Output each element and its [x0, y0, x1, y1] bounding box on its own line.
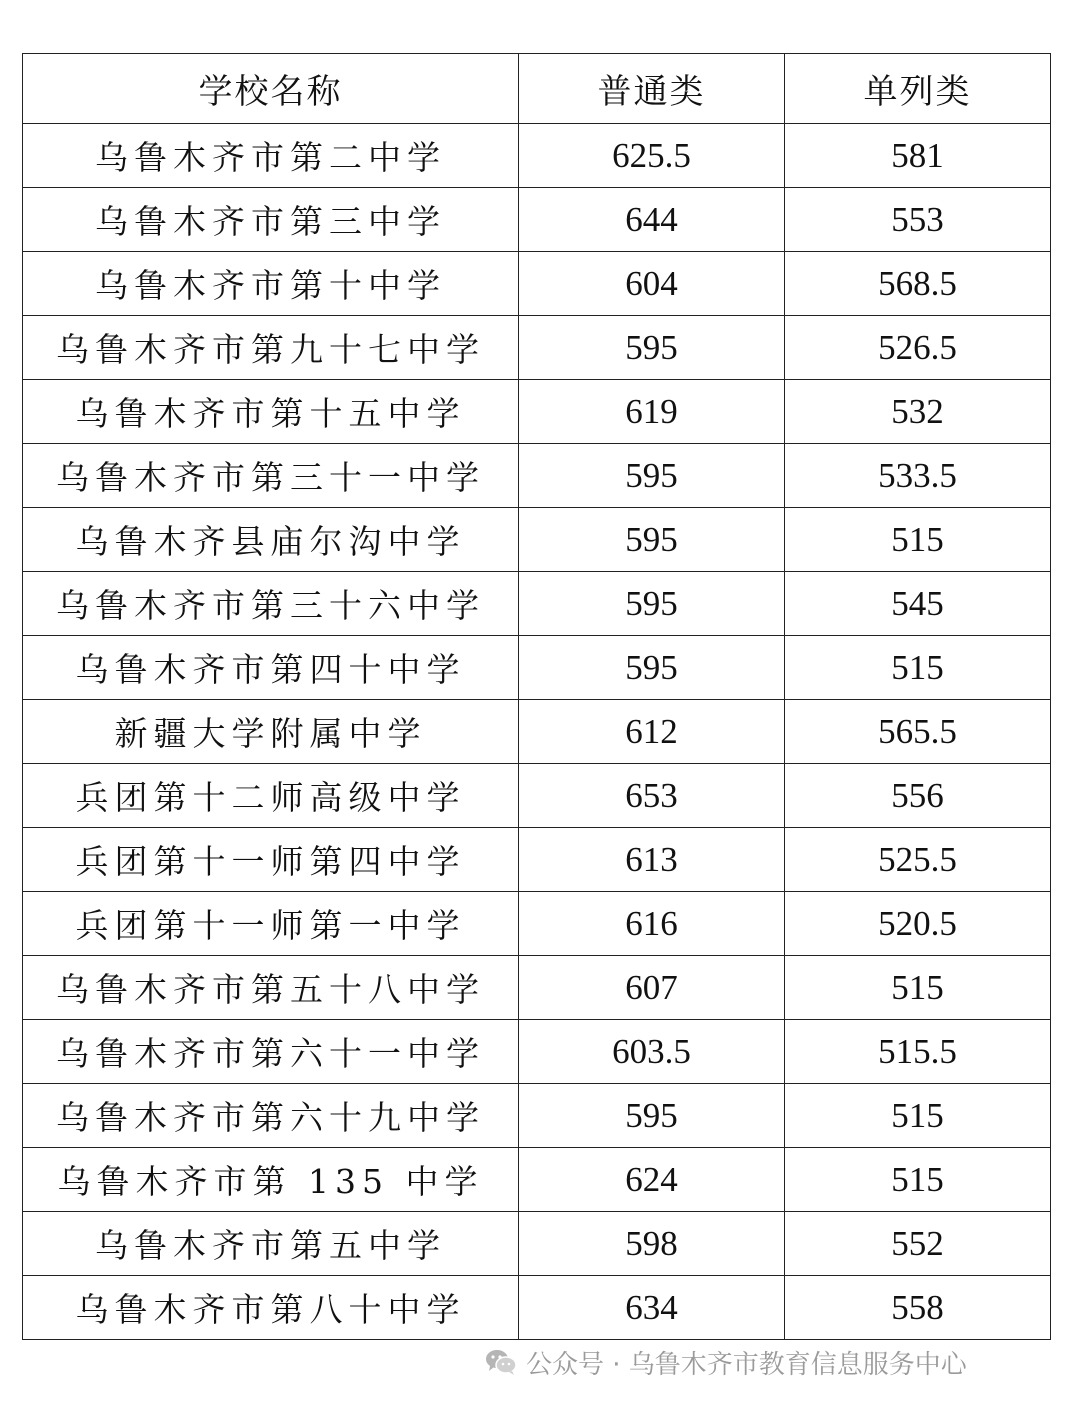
table-row — [23, 764, 1051, 828]
school-name-cell: 乌鲁木齐市第九十七中学 — [23, 316, 519, 380]
danlie-score-cell: 515 — [785, 1084, 1051, 1148]
school-name-cell: 乌鲁木齐市第三十六中学 — [23, 572, 519, 636]
header-danlie: 单列类 — [785, 54, 1051, 124]
danlie-score-cell: 515 — [785, 508, 1051, 572]
table-row — [23, 508, 1051, 572]
school-name-cell: 兵团第十一师第四中学 — [23, 828, 519, 892]
danlie-score-cell: 515 — [785, 956, 1051, 1020]
table-row — [23, 1084, 1051, 1148]
table-row — [23, 956, 1051, 1020]
danlie-score-cell: 581 — [785, 124, 1051, 188]
school-name-cell: 兵团第十二师高级中学 — [23, 764, 519, 828]
danlie-score-cell: 515 — [785, 636, 1051, 700]
score-table — [22, 53, 1051, 1340]
danlie-score-cell: 526.5 — [785, 316, 1051, 380]
putong-score-cell: 624 — [519, 1148, 785, 1212]
putong-score-cell: 595 — [519, 572, 785, 636]
danlie-score-cell: 553 — [785, 188, 1051, 252]
putong-score-cell: 595 — [519, 444, 785, 508]
table-body — [23, 124, 1051, 1340]
putong-score-cell: 607 — [519, 956, 785, 1020]
school-name-cell: 新疆大学附属中学 — [23, 700, 519, 764]
table-row — [23, 124, 1051, 188]
table-row — [23, 1212, 1051, 1276]
table-row — [23, 1148, 1051, 1212]
putong-score-cell: 595 — [519, 316, 785, 380]
putong-score-cell: 595 — [519, 1084, 785, 1148]
putong-score-cell: 644 — [519, 188, 785, 252]
school-name-cell: 乌鲁木齐市第三中学 — [23, 188, 519, 252]
danlie-score-cell: 533.5 — [785, 444, 1051, 508]
table-header-row — [23, 54, 1051, 124]
header-putong: 普通类 — [519, 54, 785, 124]
danlie-score-cell: 515.5 — [785, 1020, 1051, 1084]
putong-score-cell: 634 — [519, 1276, 785, 1340]
danlie-score-cell: 532 — [785, 380, 1051, 444]
putong-score-cell: 613 — [519, 828, 785, 892]
school-name-cell: 乌鲁木齐市第三十一中学 — [23, 444, 519, 508]
putong-score-cell: 595 — [519, 636, 785, 700]
table-row — [23, 572, 1051, 636]
putong-score-cell: 598 — [519, 1212, 785, 1276]
school-name-cell: 乌鲁木齐市第二中学 — [23, 124, 519, 188]
putong-score-cell: 616 — [519, 892, 785, 956]
table-row — [23, 316, 1051, 380]
putong-score-cell: 619 — [519, 380, 785, 444]
table-row — [23, 828, 1051, 892]
table-row — [23, 380, 1051, 444]
danlie-score-cell: 568.5 — [785, 252, 1051, 316]
school-name-cell: 乌鲁木齐市第 135 中学 — [23, 1148, 519, 1212]
header-school-name: 学校名称 — [23, 54, 519, 124]
danlie-score-cell: 520.5 — [785, 892, 1051, 956]
table-row — [23, 1020, 1051, 1084]
putong-score-cell: 653 — [519, 764, 785, 828]
school-name-cell: 乌鲁木齐市第八十中学 — [23, 1276, 519, 1340]
danlie-score-cell: 545 — [785, 572, 1051, 636]
watermark-text: 公众号 · 乌鲁木齐市教育信息服务中心 — [526, 1349, 967, 1380]
putong-score-cell: 595 — [519, 508, 785, 572]
school-name-cell: 乌鲁木齐市第十五中学 — [23, 380, 519, 444]
table-row — [23, 700, 1051, 764]
table-row — [23, 1276, 1051, 1340]
danlie-score-cell: 556 — [785, 764, 1051, 828]
putong-score-cell: 625.5 — [519, 124, 785, 188]
table-row — [23, 636, 1051, 700]
putong-score-cell: 604 — [519, 252, 785, 316]
putong-score-cell: 612 — [519, 700, 785, 764]
table-row — [23, 188, 1051, 252]
table-row — [23, 444, 1051, 508]
school-name-cell: 乌鲁木齐市第五中学 — [23, 1212, 519, 1276]
danlie-score-cell: 552 — [785, 1212, 1051, 1276]
school-name-cell: 乌鲁木齐市第五十八中学 — [23, 956, 519, 1020]
putong-score-cell: 603.5 — [519, 1020, 785, 1084]
table-row — [23, 892, 1051, 956]
danlie-score-cell: 515 — [785, 1148, 1051, 1212]
danlie-score-cell: 558 — [785, 1276, 1051, 1340]
table-row — [23, 252, 1051, 316]
school-name-cell: 乌鲁木齐市第四十中学 — [23, 636, 519, 700]
school-name-cell: 兵团第十一师第一中学 — [23, 892, 519, 956]
school-name-cell: 乌鲁木齐市第六十一中学 — [23, 1020, 519, 1084]
wechat-icon — [484, 1347, 518, 1377]
school-name-cell: 乌鲁木齐市第六十九中学 — [23, 1084, 519, 1148]
school-name-cell: 乌鲁木齐县庙尔沟中学 — [23, 508, 519, 572]
danlie-score-cell: 565.5 — [785, 700, 1051, 764]
watermark — [484, 1342, 967, 1382]
school-name-cell: 乌鲁木齐市第十中学 — [23, 252, 519, 316]
danlie-score-cell: 525.5 — [785, 828, 1051, 892]
